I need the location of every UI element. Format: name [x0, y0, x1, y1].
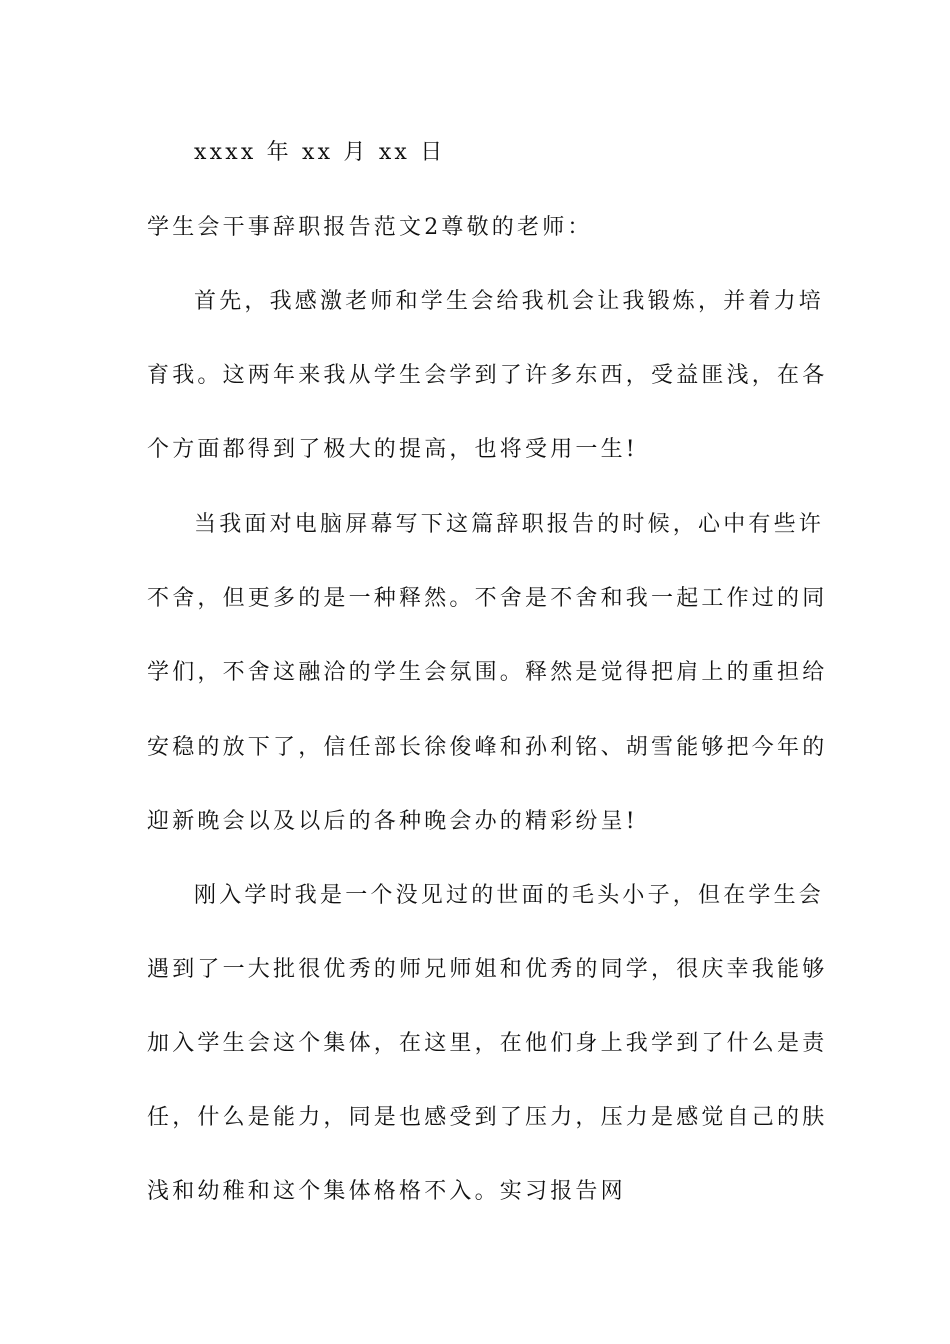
paragraph-line: 浅和幼稚和这个集体格格不入。实习报告网: [147, 1179, 626, 1204]
paragraph-line: 迎新晚会以及以后的各种晚会办的精彩纷呈!: [147, 809, 638, 834]
paragraph-line: 首先，我感激老师和学生会给我机会让我锻炼，并着力培: [194, 289, 825, 314]
paragraph-line: 育我。这两年来我从学生会学到了许多东西，受益匪浅，在各: [147, 363, 828, 388]
paragraph-line: 当我面对电脑屏幕写下这篇辞职报告的时候，心中有些许: [194, 512, 825, 537]
date-line: xxxx 年 xx 月 xx 日: [194, 140, 446, 165]
paragraph-line: 任，什么是能力，同是也感受到了压力，压力是感觉自己的肤: [147, 1105, 828, 1130]
document-heading: 学生会干事辞职报告范文2尊敬的老师：: [147, 215, 593, 240]
paragraph-line: 个方面都得到了极大的提高，也将受用一生!: [147, 437, 638, 462]
paragraph-line: 刚入学时我是一个没见过的世面的毛头小子，但在学生会: [194, 883, 825, 908]
paragraph-line: 加入学生会这个集体，在这里，在他们身上我学到了什么是责: [147, 1031, 828, 1056]
paragraph-line: 学们，不舍这融洽的学生会氛围。释然是觉得把肩上的重担给: [147, 660, 828, 685]
paragraph-line: 不舍，但更多的是一种释然。不舍是不舍和我一起工作过的同: [147, 586, 828, 611]
paragraph-line: 安稳的放下了，信任部长徐俊峰和孙利铭、胡雪能够把今年的: [147, 735, 828, 760]
paragraph-line: 遇到了一大批很优秀的师兄师姐和优秀的同学，很庆幸我能够: [147, 957, 828, 982]
